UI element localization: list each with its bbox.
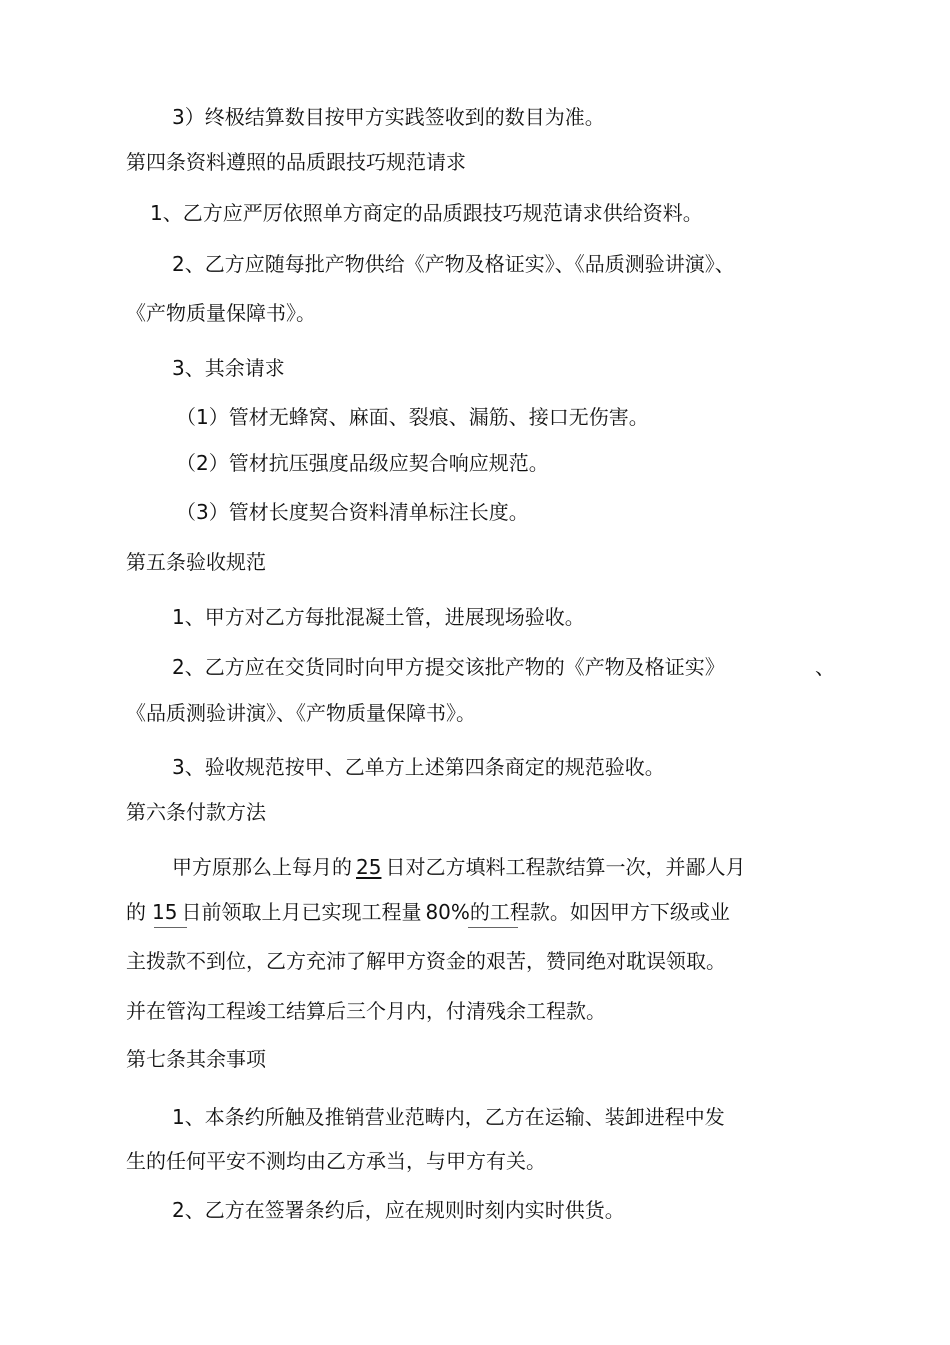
article4-item2-line2: 《产物质量保障书》。 bbox=[126, 301, 316, 325]
article5-item2-line1: 2、乙方应在交货同时向甲方提交该批产物的《产物及格证实》 bbox=[172, 655, 725, 679]
article7-item1-line1: 1、本条约所触及推销营业范畴内，乙方在运输、装卸进程中发 bbox=[172, 1105, 725, 1129]
article6-heading: 第六条付款方法 bbox=[126, 800, 266, 824]
article6-line1 bbox=[172, 854, 745, 880]
article6-line2-post: 的工程款。如因甲方下级或业 bbox=[469, 900, 730, 924]
article4-item3-sub2: （2）管材抗压强度品级应契合响应规范。 bbox=[176, 451, 549, 475]
article5-item2-line1-tail: 、 bbox=[815, 655, 835, 679]
article4-item3: 3、其余请求 bbox=[172, 356, 285, 380]
article6-line1-pre: 甲方原那么上每月的 bbox=[172, 855, 352, 879]
article6-line1-post: 日对乙方填料工程款结算一次，并鄙人月 bbox=[385, 855, 746, 879]
underline-mark bbox=[154, 927, 187, 928]
underline-mark bbox=[468, 927, 518, 928]
article6-line2 bbox=[126, 899, 730, 925]
article4-item3-sub3: （3）管材长度契合资料清单标注长度。 bbox=[176, 500, 529, 524]
section3-item3: 3）终极结算数目按甲方实践签收到的数目为准。 bbox=[172, 105, 605, 129]
article5-item2-line2: 《品质测验讲演》、《产物质量保障书》。 bbox=[126, 701, 476, 725]
article6-day2-number: 15 bbox=[152, 900, 178, 924]
article6-line3: 主拨款不到位，乙方充沛了解甲方资金的艰苦，赞同绝对耽误领取。 bbox=[126, 949, 726, 973]
article6-percent: 80% bbox=[425, 900, 470, 924]
article5-heading: 第五条验收规范 bbox=[126, 550, 266, 574]
article6-line4: 并在管沟工程竣工结算后三个月内，付清残余工程款。 bbox=[126, 999, 606, 1023]
article7-item1-line2: 生的任何平安不测均由乙方承当，与甲方有关。 bbox=[126, 1149, 546, 1173]
article5-item1: 1、甲方对乙方每批混凝土管，进展现场验收。 bbox=[172, 605, 585, 629]
article4-heading: 第四条资料遵照的品质跟技巧规范请求 bbox=[126, 150, 466, 174]
article6-day-number: 25 bbox=[356, 855, 382, 879]
article6-line2-mid: 日前领取上月已实现工程量 bbox=[181, 900, 422, 924]
article4-item3-sub1: （1）管材无蜂窝、麻面、裂痕、漏筋、接口无伤害。 bbox=[176, 405, 649, 429]
article4-item2-line1: 2、乙方应随每批产物供给《产物及格证实》、《品质测验讲演》、 bbox=[172, 252, 735, 276]
article5-item3: 3、验收规范按甲、乙单方上述第四条商定的规范验收。 bbox=[172, 755, 665, 779]
article6-line2-pre: 的 bbox=[126, 900, 146, 924]
article7-item2: 2、乙方在签署条约后，应在规则时刻内实时供货。 bbox=[172, 1198, 625, 1222]
article4-item1: 1、乙方应严厉依照单方商定的品质跟技巧规范请求供给资料。 bbox=[150, 201, 703, 225]
article7-heading: 第七条其余事项 bbox=[126, 1047, 266, 1071]
